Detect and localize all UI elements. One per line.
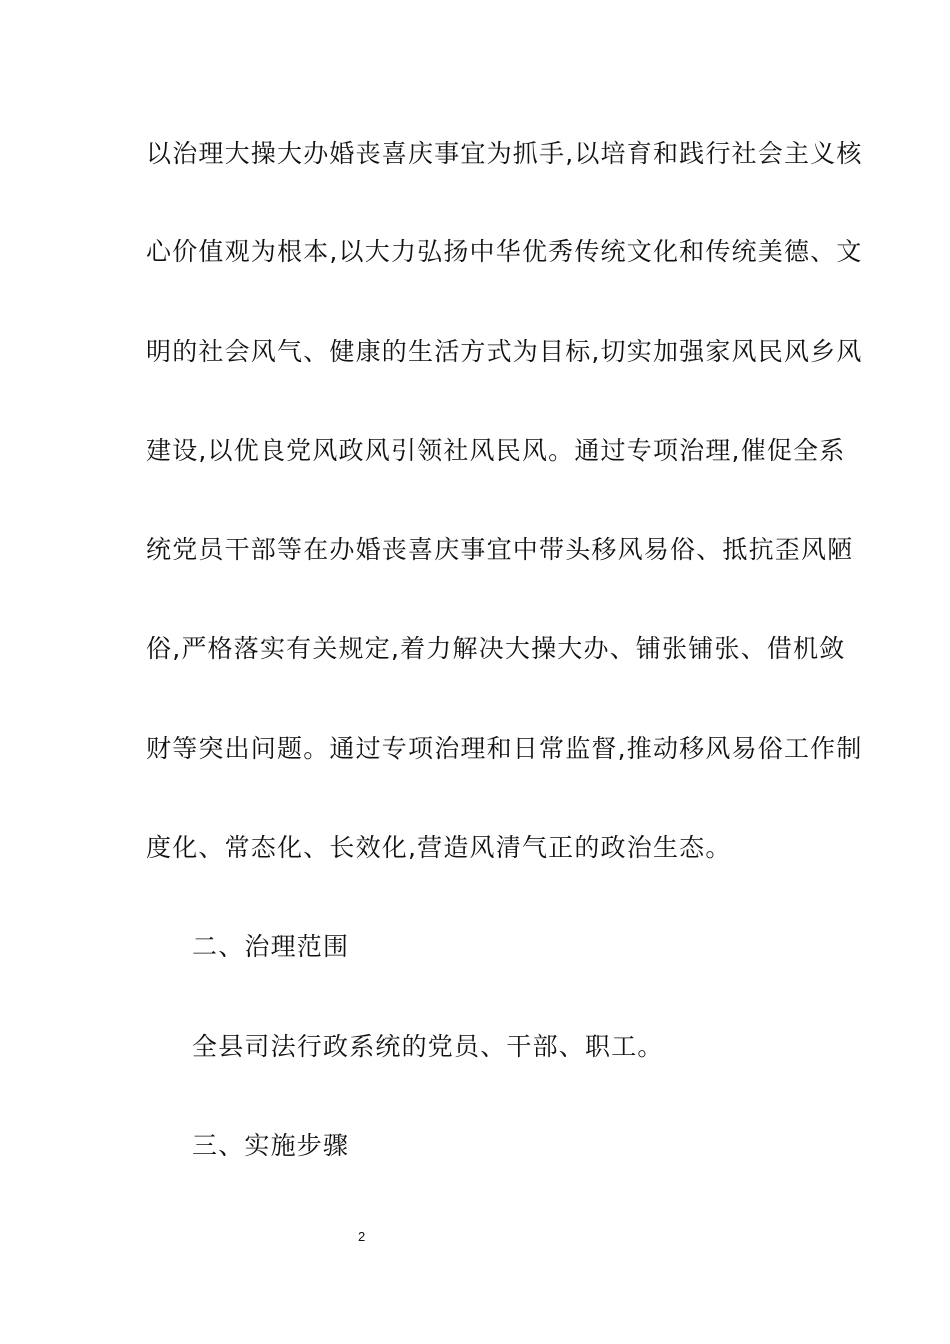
body-line-3: 明的社会风气、健康的生活方式为目标,切实加强家风民风乡风	[146, 337, 863, 366]
body-line-6: 俗,严格落实有关规定,着力解决大操大办、铺张铺张、借机敛	[146, 634, 846, 663]
body-line-8: 度化、常态化、长效化,营造风清气正的政治生态。	[146, 833, 732, 862]
body-line-2: 心价值观为根本,以大力弘扬中华优秀传统文化和传统美德、文	[146, 237, 863, 266]
section-heading-scope: 二、治理范围	[192, 932, 350, 961]
page-number: 2	[358, 1229, 366, 1244]
body-line-5: 统党员干部等在办婚丧喜庆事宜中带头移风易俗、抵抗歪风陋	[146, 535, 854, 564]
body-line-4: 建设,以优良党风政风引领社风民风。通过专项治理,催促全系	[146, 436, 846, 465]
body-line-1: 以治理大操大办婚丧喜庆事宜为抓手,以培育和践行社会主义核	[146, 139, 863, 168]
body-line-7: 财等突出问题。通过专项治理和日常监督,推动移风易俗工作制	[146, 734, 863, 763]
section-heading-steps: 三、实施步骤	[192, 1131, 350, 1160]
section-body-scope: 全县司法行政系统的党员、干部、职工。	[192, 1032, 664, 1061]
